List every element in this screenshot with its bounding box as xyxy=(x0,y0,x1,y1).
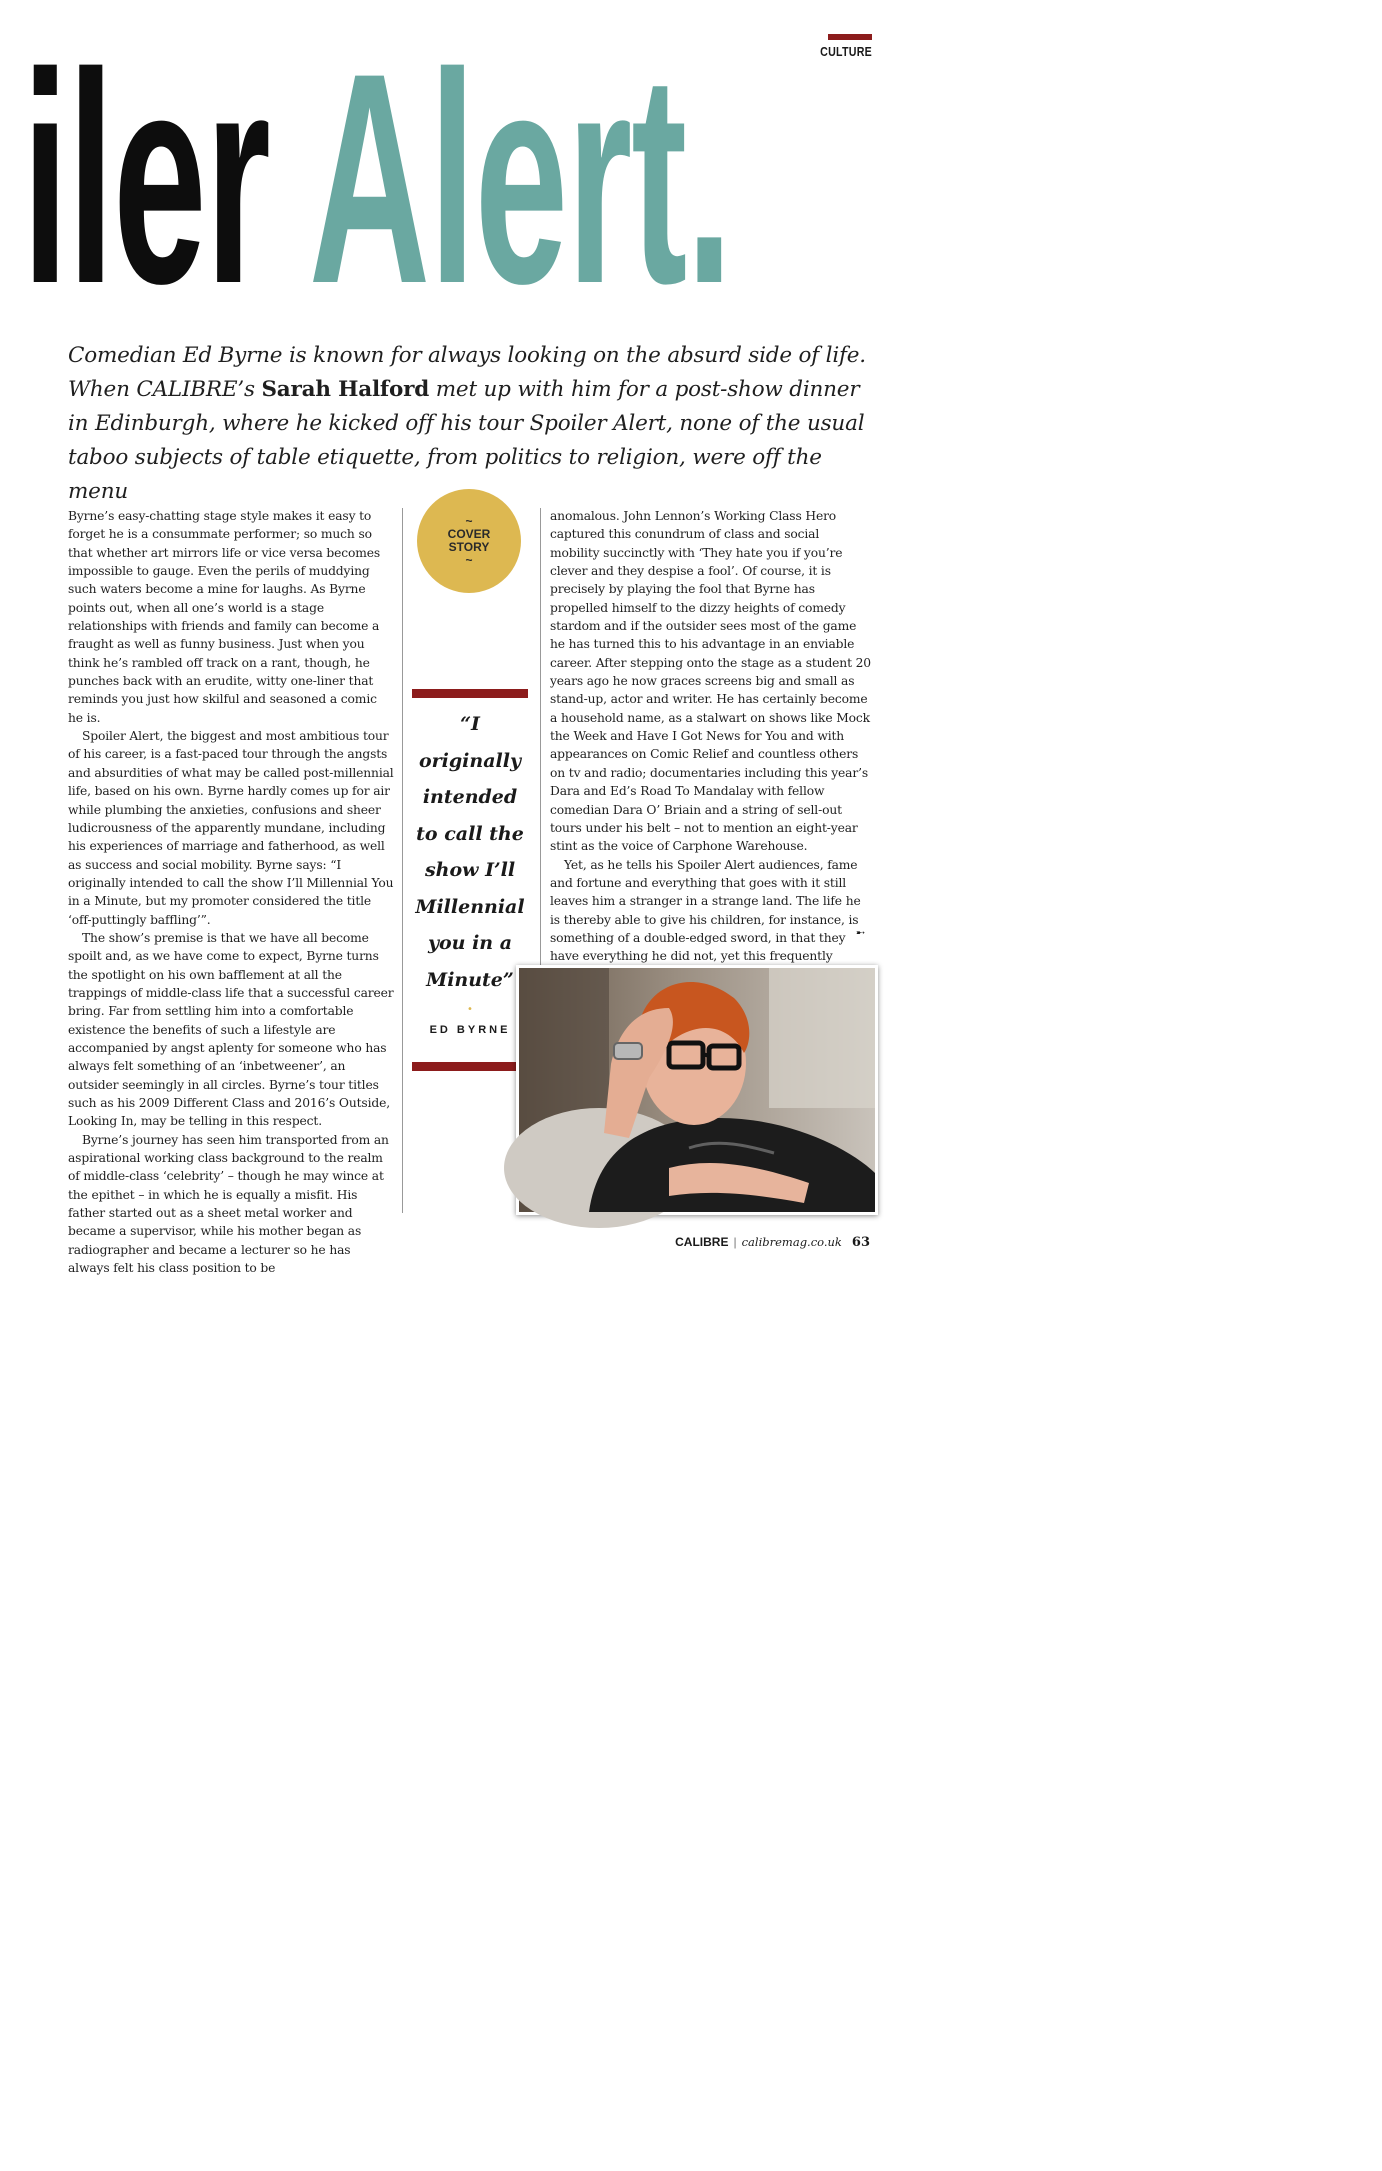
body-column-right xyxy=(550,507,872,984)
pullquote xyxy=(412,706,528,998)
paragraph: Spoiler Alert, the biggest and most ambitious tour of his career, is a fast-paced tour through the angsts and absurdities of what may be called post-millennial life, based on his own. Byrne hardly comes up for air while plumbing the anxieties, confusions and sheer ludicrousness of the apparently mundane, including his experiences of marriage and fatherhood, as well as success and social mobility. Byrne says: “I originally intended to call the show I’ll Millennial You in a Minute, but my promoter considered the title ‘off-puttingly baffling’”. xyxy=(68,729,394,927)
footer-brand: CALIBRE xyxy=(675,1235,729,1249)
pullquote-bar-bottom xyxy=(412,1062,528,1071)
badge-line-2: STORY xyxy=(448,540,490,554)
author-name: Sarah Halford xyxy=(261,377,430,402)
photo-credit: Image: Courtesy of Rosyn Gauld xyxy=(1365,2016,1375,2171)
standfirst-lead: Comedian Ed Byrne is known for always looking on the absurd side of life. When CALIBRE’s xyxy=(68,343,866,402)
pullquote-line: originally xyxy=(418,749,521,772)
section-color-bar xyxy=(828,34,872,40)
body-column-left xyxy=(68,507,394,1277)
badge-tilde: ~ xyxy=(465,514,473,528)
footer-separator: | xyxy=(733,1235,737,1249)
pullquote-attribution: ED BYRNE xyxy=(429,1024,511,1036)
page-footer xyxy=(675,1235,870,1250)
headline xyxy=(22,10,732,346)
pullquote-dot: • xyxy=(467,1004,473,1015)
paragraph: Yet, as he tells his Spoiler Alert audiences, fame and fortune and everything that goes with it still leaves him a stranger in a strange land. The life he is thereby able to give his children, for instance, is something of a double-edged sword, in that they have everything he did not, yet this frequently xyxy=(550,857,861,964)
standfirst xyxy=(68,339,868,509)
portrait-illustration xyxy=(519,968,875,1212)
footer-url: calibremag.co.uk xyxy=(741,1235,842,1249)
page-number: 63 xyxy=(851,1235,870,1250)
headline-word-1: iler xyxy=(22,10,270,346)
badge-tilde: ~ xyxy=(465,553,473,567)
pullquote-bar-top xyxy=(412,689,528,698)
column-divider xyxy=(402,508,403,1213)
continue-arrow-icon: ➸ xyxy=(856,926,866,939)
column-divider xyxy=(540,508,541,968)
badge-line-1: COVER xyxy=(447,527,491,541)
section-label: CULTURE xyxy=(820,44,872,59)
pullquote-line: “I xyxy=(460,713,480,735)
cover-story-badge xyxy=(417,489,521,593)
paragraph: anomalous. John Lennon’s Working Class Hero captured this conundrum of class and social mobility succinctly with ‘They hate you if you’re clever and they despise a fool’. Of course, it is precisely by playing the fool that Byrne has propelled himself to the dizzy heights of comedy stardom and if the outsider sees most of the game he has turned this to his advantage in an enviable career. After stepping onto the stage as a student 20 years ago he now graces screens big and small as stand-up, actor and writer. He has certainly become a household name, as a stalwart on shows like Mock the Week and Have I Got News for You and with appearances on Comic Relief and countless others on tv and radio; documentaries including this year’s Dara and Ed’s Road To Mandalay with fellow comedian Dara O’ Briain and a string of sell-out tours under his belt – not to mention an eight-year stint as the voice of Carphone Warehouse. xyxy=(550,509,871,854)
paragraph: Byrne’s easy-chatting stage style makes it easy to forget he is a consummate performer; so much so that whether art mirrors life or vice versa becomes impossible to gauge. Even the perils of muddying such waters become a mine for laughs. As Byrne points out, when all one’s world is a stage relationships with friends and family can become a fraught as well as funny business. Just when you think he’s rambled off track on a rant, though, he punches back with an erudite, witty one-liner that reminds you just how skilful and seasoned a comic he is. xyxy=(68,509,381,725)
paragraph: The show’s premise is that we have all become spoilt and, as we have come to expect, Byrne turns the spotlight on his own bafflement at all the trappings of middle-class life that a successful career bring. Far from settling him into a comfortable existence the benefits of such a lifestyle are accompanied by angst aplenty for someone who has always felt something of an ‘inbetweener’, an outsider seemingly in all circles. Byrne’s tour titles such as his 2009 Different Class and 2016’s Outside, Looking In, may be telling in this respect. xyxy=(68,930,394,1129)
standfirst-tail: met up with him for a post-show dinner in Edinburgh, where he kicked off his tour Spoiler Alert, none of the usual taboo subjects of table etiquette, from politics to religion, were off the menu xyxy=(68,377,865,504)
headline-word-2: Alert. xyxy=(308,10,732,346)
pullquote-line: to call the xyxy=(416,822,524,845)
pullquote-line: Millennial xyxy=(415,895,525,918)
paragraph: Byrne’s journey has seen him transported from an aspirational working class background to the realm of middle-class ‘celebrity’ – though he may wince at the epithet – in which he is equally a misfit. His father started out as a sheet metal worker and became a supervisor, while his mother began as radiographer and became a lecturer so he has always felt his class position to be xyxy=(68,1132,389,1276)
pullquote-line: show I’ll xyxy=(424,859,516,881)
pullquote-line: Minute” xyxy=(426,968,514,991)
pullquote-line: intended xyxy=(422,786,518,808)
pullquote-line: you in a xyxy=(427,932,513,954)
